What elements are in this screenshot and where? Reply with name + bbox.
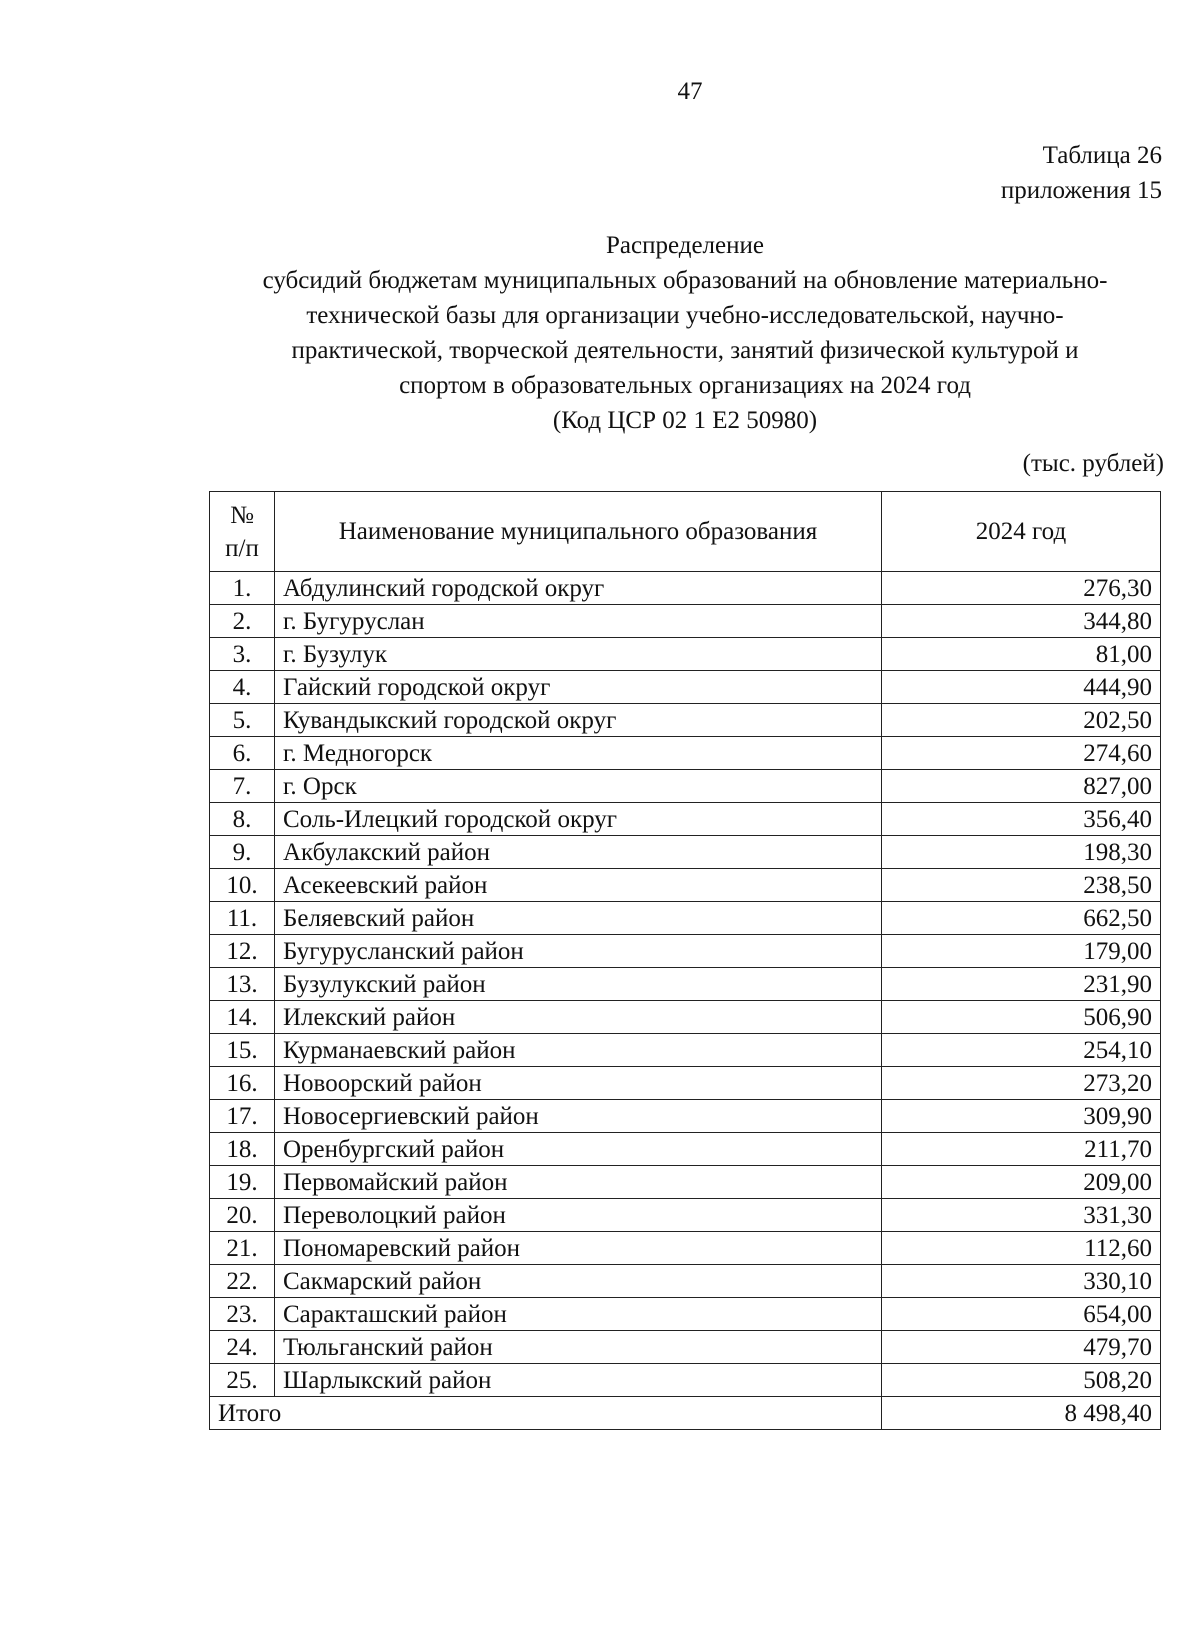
heading-line-2: субсидий бюджетам муниципальных образований на обновление материально- bbox=[262, 267, 1108, 294]
row-name: г. Бузулук bbox=[275, 638, 882, 671]
row-value: 238,50 bbox=[882, 869, 1161, 902]
row-number: 21. bbox=[210, 1232, 275, 1265]
heading-line-1: Распределение bbox=[606, 232, 764, 259]
row-name: Оренбургский район bbox=[275, 1133, 882, 1166]
table-row bbox=[210, 968, 1161, 1001]
row-name: г. Медногорск bbox=[275, 737, 882, 770]
row-number: 11. bbox=[210, 902, 275, 935]
row-value: 827,00 bbox=[882, 770, 1161, 803]
row-value: 273,20 bbox=[882, 1067, 1161, 1100]
row-name: Соль-Илецкий городской округ bbox=[275, 803, 882, 836]
table-body bbox=[210, 572, 1161, 1397]
row-value: 506,90 bbox=[882, 1001, 1161, 1034]
table-reference-line-2: приложения 15 bbox=[1000, 177, 1162, 204]
total-value: 8 498,40 bbox=[882, 1397, 1161, 1430]
table-row bbox=[210, 671, 1161, 704]
table-row bbox=[210, 1067, 1161, 1100]
row-name: Кувандыкский городской округ bbox=[275, 704, 882, 737]
table-row bbox=[210, 1364, 1161, 1397]
table-row bbox=[210, 572, 1161, 605]
table-row bbox=[210, 1199, 1161, 1232]
row-name: Бугурусланский район bbox=[275, 935, 882, 968]
heading-line-5: спортом в образовательных организациях на 2024 год bbox=[399, 372, 971, 399]
row-number: 4. bbox=[210, 671, 275, 704]
row-name: Илекский район bbox=[275, 1001, 882, 1034]
row-number: 17. bbox=[210, 1100, 275, 1133]
row-value: 198,30 bbox=[882, 836, 1161, 869]
row-value: 209,00 bbox=[882, 1166, 1161, 1199]
row-value: 309,90 bbox=[882, 1100, 1161, 1133]
table-reference-line-1: Таблица 26 bbox=[1042, 142, 1162, 169]
row-value: 276,30 bbox=[882, 572, 1161, 605]
header-name: Наименование муниципального образования bbox=[275, 492, 882, 572]
row-number: 9. bbox=[210, 836, 275, 869]
row-number: 5. bbox=[210, 704, 275, 737]
heading-line-6: (Код ЦСР 02 1 Е2 50980) bbox=[552, 407, 818, 434]
header-year: 2024 год bbox=[882, 492, 1161, 572]
row-name: Акбулакский район bbox=[275, 836, 882, 869]
row-number: 19. bbox=[210, 1166, 275, 1199]
row-value: 654,00 bbox=[882, 1298, 1161, 1331]
row-name: Бузулукский район bbox=[275, 968, 882, 1001]
row-number: 10. bbox=[210, 869, 275, 902]
row-name: Саракташский район bbox=[275, 1298, 882, 1331]
total-label: Итого bbox=[210, 1397, 882, 1430]
table-row bbox=[210, 1100, 1161, 1133]
row-value: 662,50 bbox=[882, 902, 1161, 935]
row-name: Пономаревский район bbox=[275, 1232, 882, 1265]
row-name: Тюльганский район bbox=[275, 1331, 882, 1364]
table-reference bbox=[1001, 138, 1162, 208]
row-value: 231,90 bbox=[882, 968, 1161, 1001]
row-number: 23. bbox=[210, 1298, 275, 1331]
table-row bbox=[210, 1133, 1161, 1166]
table-row bbox=[210, 836, 1161, 869]
row-name: г. Орск bbox=[275, 770, 882, 803]
row-name: Новосергиевский район bbox=[275, 1100, 882, 1133]
heading-line-3: технической базы для организации учебно-исследовательской, научно- bbox=[306, 302, 1064, 329]
row-name: Первомайский район bbox=[275, 1166, 882, 1199]
table-row bbox=[210, 1331, 1161, 1364]
row-name: г. Бугуруслан bbox=[275, 605, 882, 638]
row-number: 6. bbox=[210, 737, 275, 770]
heading-line-4: практической, творческой деятельности, занятий физической культурой и bbox=[291, 337, 1079, 364]
row-number: 18. bbox=[210, 1133, 275, 1166]
row-number: 2. bbox=[210, 605, 275, 638]
row-value: 444,90 bbox=[882, 671, 1161, 704]
document-heading bbox=[200, 228, 1170, 438]
row-name: Гайский городской округ bbox=[275, 671, 882, 704]
row-value: 331,30 bbox=[882, 1199, 1161, 1232]
table-row bbox=[210, 1001, 1161, 1034]
row-value: 344,80 bbox=[882, 605, 1161, 638]
table-row bbox=[210, 770, 1161, 803]
row-name: Беляевский район bbox=[275, 902, 882, 935]
row-name: Шарлыкский район bbox=[275, 1364, 882, 1397]
row-value: 179,00 bbox=[882, 935, 1161, 968]
header-number: № п/п bbox=[210, 492, 275, 572]
row-number: 16. bbox=[210, 1067, 275, 1100]
table-row bbox=[210, 1034, 1161, 1067]
row-number: 20. bbox=[210, 1199, 275, 1232]
row-value: 81,00 bbox=[882, 638, 1161, 671]
row-name: Абдулинский городской округ bbox=[275, 572, 882, 605]
row-name: Курманаевский район bbox=[275, 1034, 882, 1067]
row-value: 508,20 bbox=[882, 1364, 1161, 1397]
units-label: (тыс. рублей) bbox=[1022, 450, 1164, 477]
row-value: 274,60 bbox=[882, 737, 1161, 770]
row-number: 8. bbox=[210, 803, 275, 836]
table-header-row bbox=[210, 492, 1161, 572]
page-number: 47 bbox=[677, 78, 703, 105]
row-number: 15. bbox=[210, 1034, 275, 1067]
row-number: 3. bbox=[210, 638, 275, 671]
table-row bbox=[210, 935, 1161, 968]
row-value: 254,10 bbox=[882, 1034, 1161, 1067]
row-number: 13. bbox=[210, 968, 275, 1001]
row-name: Новоорский район bbox=[275, 1067, 882, 1100]
row-number: 1. bbox=[210, 572, 275, 605]
table-row bbox=[210, 605, 1161, 638]
row-name: Сакмарский район bbox=[275, 1265, 882, 1298]
distribution-table bbox=[209, 491, 1161, 1430]
table-row bbox=[210, 1265, 1161, 1298]
table-row bbox=[210, 1232, 1161, 1265]
total-row bbox=[210, 1397, 1161, 1430]
row-number: 14. bbox=[210, 1001, 275, 1034]
row-value: 202,50 bbox=[882, 704, 1161, 737]
row-number: 24. bbox=[210, 1331, 275, 1364]
table-row bbox=[210, 902, 1161, 935]
table-row bbox=[210, 869, 1161, 902]
row-value: 479,70 bbox=[882, 1331, 1161, 1364]
row-value: 112,60 bbox=[882, 1232, 1161, 1265]
table-row bbox=[210, 737, 1161, 770]
table-row bbox=[210, 704, 1161, 737]
row-value: 356,40 bbox=[882, 803, 1161, 836]
table-row bbox=[210, 1298, 1161, 1331]
row-number: 7. bbox=[210, 770, 275, 803]
row-number: 25. bbox=[210, 1364, 275, 1397]
row-name: Переволоцкий район bbox=[275, 1199, 882, 1232]
table-row bbox=[210, 638, 1161, 671]
row-name: Асекеевский район bbox=[275, 869, 882, 902]
row-value: 330,10 bbox=[882, 1265, 1161, 1298]
row-number: 22. bbox=[210, 1265, 275, 1298]
table-row bbox=[210, 1166, 1161, 1199]
row-value: 211,70 bbox=[882, 1133, 1161, 1166]
table-row bbox=[210, 803, 1161, 836]
row-number: 12. bbox=[210, 935, 275, 968]
